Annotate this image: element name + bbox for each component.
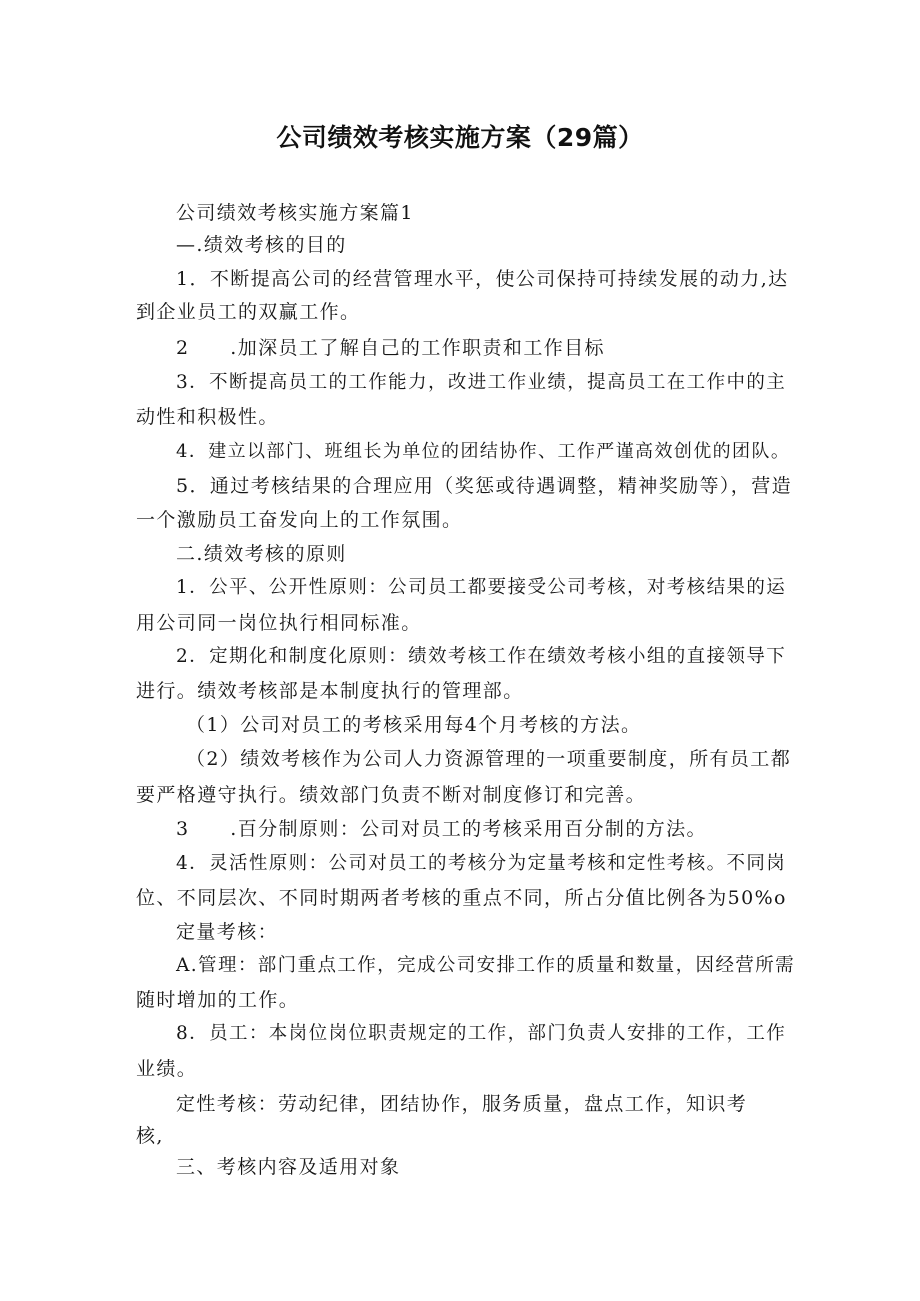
paragraph-line: 3 .百分制原则：公司对员工的考核采用百分制的方法。 <box>176 818 707 840</box>
paragraph-line: 2 .加深员工了解自己的工作职责和工作目标 <box>176 337 605 359</box>
paragraph-line: 定性考核：劳动纪律，团结协作，服务质量，盘点工作，知识考 <box>176 1093 748 1115</box>
paragraph-line: 用公司同一岗位执行相同标准。 <box>136 612 422 634</box>
paragraph-line: 进行。绩效考核部是本制度执行的管理部。 <box>136 680 524 702</box>
heading-principles: 二.绩效考核的原则 <box>176 543 347 565</box>
section-heading: 公司绩效考核实施方案篇1 <box>176 202 414 224</box>
paragraph-line: 要严格遵守执行。绩效部门负责不断对制度修订和完善。 <box>136 784 647 806</box>
paragraph-line: 1．不断提高公司的经营管理水平，使公司保持可持续发展的动力,达 <box>176 268 789 290</box>
paragraph-line: A.管理：部门重点工作，完成公司安排工作的质量和数量，因经营所需 <box>176 955 796 976</box>
paragraph-line: 8．员工：本岗位岗位职责规定的工作，部门负责人安排的工作，工作 <box>176 1023 787 1044</box>
paragraph-line: 核, <box>136 1125 164 1147</box>
paragraph-line: 2．定期化和制度化原则：绩效考核工作在绩效考核小组的直接领导下 <box>176 646 787 667</box>
paragraph-line: 业绩。 <box>136 1058 198 1080</box>
paragraph-line: 位、不同层次、不同时期两者考核的重点不同，所占分值比例各为50%o <box>136 887 787 909</box>
paragraph-line: 3．不断提高员工的工作能力，改进工作业绩，提高员工在工作中的主 <box>176 372 787 393</box>
paragraph-line: 到企业员工的双赢工作。 <box>136 301 361 323</box>
paragraph-line: 5．通过考核结果的合理应用（奖惩或待遇调整，精神奖励等），营造 <box>176 475 792 497</box>
paragraph-line: （2）绩效考核作为公司人力资源管理的一项重要制度，所有员工都 <box>186 748 792 770</box>
paragraph-line: 1．公平、公开性原则：公司员工都要接受公司考核，对考核结果的运 <box>176 577 787 598</box>
paragraph-line: （1）公司对员工的考核采用每4个月考核的方法。 <box>186 714 642 736</box>
paragraph-line: 动性和积极性。 <box>136 406 279 428</box>
document-title: 公司绩效考核实施方案（29篇） <box>276 123 644 152</box>
heading-purpose: —.绩效考核的目的 <box>176 234 347 256</box>
paragraph-line: 一个激励员工奋发向上的工作氛围。 <box>136 509 463 531</box>
paragraph-line: 4．灵活性原则：公司对员工的考核分为定量考核和定性考核。不同岗 <box>176 853 787 874</box>
heading-content-scope: 三、考核内容及适用对象 <box>176 1156 401 1178</box>
paragraph-line: 4．建立以部门、班组长为单位的团结协作、工作严谨高效创优的团队。 <box>176 441 791 462</box>
paragraph-line: 随时增加的工作。 <box>136 989 300 1011</box>
paragraph-line: 定量考核： <box>176 921 279 943</box>
